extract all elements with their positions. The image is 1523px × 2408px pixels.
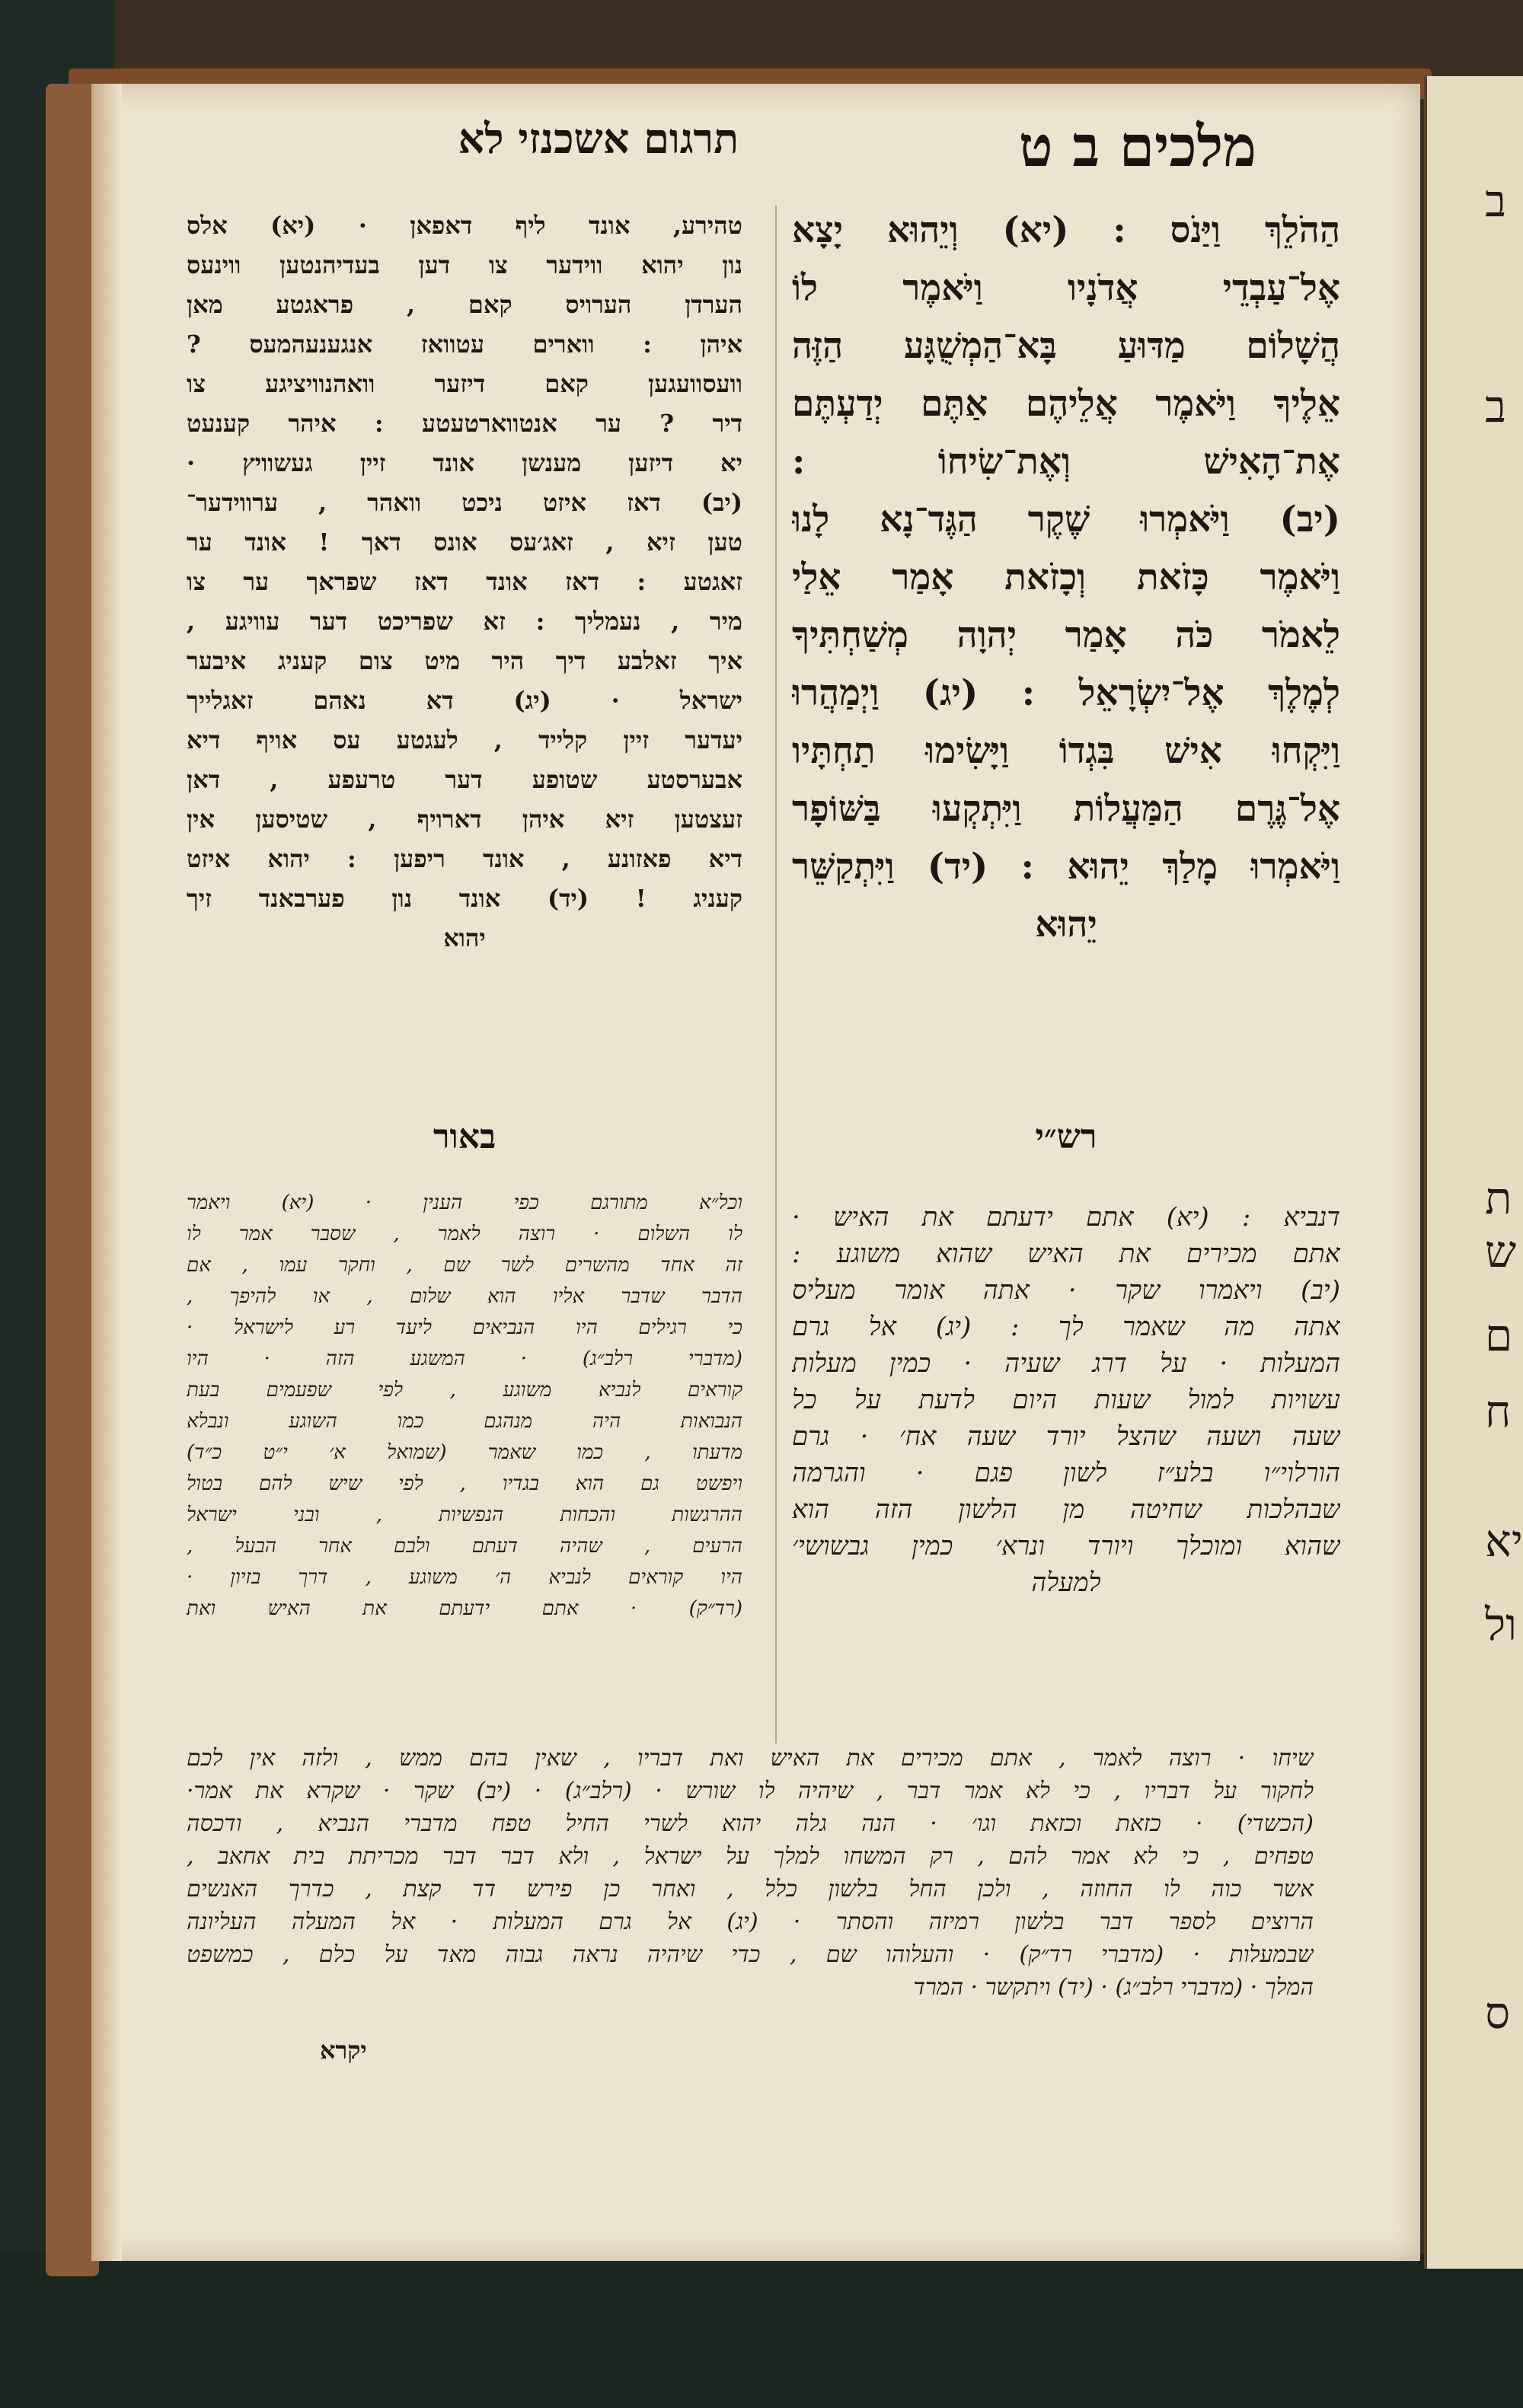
translation-line: זעצטען זיא איהן דארויף , שטיסען אין [187,805,742,834]
translation-line: (יב) דאז איזט ניכט וואהר , ערווידער־ [187,488,742,517]
rashi-line: המעלות · על דרג שעיה · כמין מעלות [792,1348,1340,1379]
bottom-line: (הכשדי) · כזאת וכזאת וגו׳ · הנה גלה יהוא לשרי החיל טפח מדברי הנביא , ודכסה [187,1810,1314,1837]
bottom-line: שיחו · רוצה לאמר , אתם מכירים את האיש ואת דבריו , שאין בהם ממש , ולזה אין לכם [187,1745,1314,1772]
bible-line: לֵאמֹר כֹּה אָמַר יְהוָה מְשַׁחְתִּיךָ [792,614,1340,656]
bible-line: וַיִּקְחוּ אִישׁ בִּגְדוֹ וַיָּשִׂימוּ תַחְתָּיו [792,730,1340,772]
biur-line: כי רגילים היו הנביאים ליעד רע לישראל · [187,1316,742,1339]
biur-line: ההרגשות והכחות הנפשיות , ובני ישראל [187,1504,742,1526]
bible-text-column [792,202,1340,954]
translation-line: זאגטע : דאז אונד דאז שפראך ער צו [187,567,742,596]
translation-line: וועסוועגען קאם דיזער וואהנוויציגע צו [187,369,742,398]
bottom-line: טפחים , כי לא אמר להם , רק המשחו למלך על ישראל , ולא דבר דבר מכריתת בית אחאב , [187,1843,1314,1870]
translation-line: הערדן הערויס קאם , פראגטע מאן [187,290,742,319]
rashi-line: אתם מכירים את האיש שהוא משוגע : [792,1239,1340,1269]
biur-line: היו קוראים לנביא ה׳ משוגע , דרך בזיון · [187,1566,742,1589]
rashi-line: עשויות למול שעות היום לדעת על כל [792,1385,1340,1415]
translation-line: טהירע, אונד ליף דאפאן · (יא) אלס [187,211,742,240]
translation-line: דיר ? ער אנטווארטעטע : איהר קענעט [187,409,742,438]
adjacent-page-fragment: ש [1485,1226,1517,1277]
bottom-line: אשר כוה לו החוזה , ולכן החל בלשון כלל , ואחר כן פירש דד קצת , כדרך האנשים [187,1876,1314,1902]
bible-line: אֵלֶיךָ וַיֹּאמֶר אֲלֵיהֶם אַתֶּם יְדַעְתֶּם [792,383,1340,425]
biur-line: ויפשט גם הוא בגדיו , לפי שיש להם בטול [187,1472,742,1495]
biur-line: הדבר שדבר אליו הוא שלום , או להיפך , [187,1285,742,1308]
rashi-line: אתה מה שאמר לך : (יג) אל גרם [792,1312,1340,1342]
adjacent-page [1424,76,1523,2269]
translation-catchword: יהוא [443,923,486,952]
translation-line: קעניג ! (יד) אונד נון פערבאנד זיך [187,884,742,913]
translation-line: מיר , נעמליך : זא שפריכט דער עוויגע , [187,607,742,636]
translation-line: איהן : ווארים עטוואז אנגענעהמעס ? [187,330,742,359]
adjacent-page-fragment: ב [1485,381,1506,432]
running-header-book: מלכים ב ט [1018,114,1256,180]
bible-line: לְמֶלֶךְ אֶל־יִשְׂרָאֵל : (יג) וַיְמַהֲרוּ [792,672,1340,714]
translation-line: ישראל · (יג) דא נאהם זאגלייך [187,686,742,715]
bible-line: אֶל־גֶּרֶם הַמַּעֲלוֹת וַיִּתְקְעוּ בַּשּׁוֹפָר [792,788,1340,830]
adjacent-page-fragment: ת [1485,1172,1512,1224]
adjacent-page-fragment: יא [1485,1515,1523,1567]
translation-line: יא דיזען מענשן אונד זיין געשוויץ · [187,448,742,477]
rashi-line: (יב) ויאמרו שקר · אתה אומר מעליס [792,1275,1340,1306]
biur-line: וכל״א מתורגם כפי הענין · (יא) ויאמר [187,1191,742,1214]
biur-line: קוראים לנביא משוגע , לפי שפעמים בעת [187,1379,742,1402]
rashi-line: שבהלכות שחיטה מן הלשון הזה הוא [792,1494,1340,1525]
adjacent-page-fragment: ס [1485,1987,1510,2039]
rashi-line: שהוא ומוכלך ויורד ונרא׳ כמין גבשושי׳ [792,1531,1340,1561]
rashi-line: שעה ושעה שהצל יורד שעה אח׳ · גרם [792,1421,1340,1452]
bottom-line: שבמעלות · (מדברי רד״ק) · והעלוהו שם , כדי שיהיה נראה גבוה מאד על כלם , כמשפט [187,1941,1314,1968]
translation-line: דיא פאזונע , אונד ריפען : יהוא איזט [187,844,742,873]
page-gutter [91,84,122,2261]
translation-line: אבערסטע שטופע דער טרעפע , דאן [187,765,742,794]
biur-line: לו השלום · רוצה לאמר , שסבר אמר לו [187,1223,742,1245]
translation-line: איך זאלבע דיך היר מיט צום קעניג איבער [187,646,742,675]
bottom-line: הרוצים לספר דבר בלשון רמיזה והסתר · (יג) אל גרם המעלות · אל המעלה העליונה [187,1909,1314,1935]
rashi-line: למעלה [1031,1568,1101,1598]
bible-line: (יב) וַיֹּאמְרוּ שֶׁקֶר הַגֶּד־נָא לָנוּ [792,499,1340,541]
rashi-commentary [792,1199,1340,1601]
biur-heading: באור [433,1118,496,1156]
translation-text-column [187,206,742,958]
bottom-line: המלך · (מדברי רלב״ג) · (יד) ויתקשר · המרד [913,1974,1314,2001]
bible-line: אֶת־הָאִישׁ וְאֶת־שִׂיחוֹ : [792,441,1340,483]
column-divider [775,206,777,1743]
biur-line: זה אחד מהשרים לשר שם , וחקר עמו , אם [187,1254,742,1277]
bible-line: הַהֹלֵךְ וַיַּנֹס : (יא) וְיֵהוּא יָצָא [792,209,1340,251]
bible-line: אֶל־עַבְדֵי אֲדֹנָיו וַיֹּאמֶר לוֹ [792,267,1340,309]
bible-catchword: יֵהוּא [1035,904,1097,946]
page-catchword: יקרא [320,2036,367,2065]
background-bottom [0,2253,1523,2408]
running-header-translation: תרגום אשכנזי לא [458,114,739,163]
bible-line: הֲשָׁלוֹם מַדּוּעַ בָּא־הַמְשֻׁגָּע הַזֶּה [792,325,1340,367]
biur-line: (מדברי רלב״ג) · המשגע הזה · היו [187,1348,742,1370]
rashi-heading: רש״י [1035,1118,1097,1156]
bottom-line: לחקור על דבריו , כי לא אמר דבר , שיהיה לו שורש · (רלב״ג) · (יב) שקר · שקרא את אמר· [187,1778,1314,1804]
bible-line: וַיֹּאמֶר כָּזֹאת וְכָזֹאת אָמַר אֵלַי [792,557,1340,598]
biur-line: (רד״ק) · אתם ידעתם את האיש ואת [187,1597,742,1620]
translation-line: טען זיא , זאג׳עס אונס דאך ! אונד ער [187,528,742,557]
adjacent-page-fragment: ב [1485,175,1506,227]
rashi-line: הורלוי״ו בלע״ז לשון פגם · והגרמה [792,1458,1340,1488]
translation-line: יעדער זיין קלייד , לעגטע עס אויף דיא [187,726,742,754]
adjacent-page-fragment: ח [1485,1386,1512,1437]
bottom-commentary [187,1742,1314,2004]
biur-commentary [187,1188,742,1625]
translation-line: נון יהוא ווידער צו דען בעדיהנטען ווינעס [187,250,742,279]
rashi-line: דנביא : (יא) אתם ידעתם את האיש · [792,1202,1340,1233]
adjacent-page-fragment: ול [1485,1599,1517,1651]
bible-line: וַיֹּאמְרוּ מָלַךְ יֵהוּא : (יד) וַיִּתְקַשֵּׁר [792,846,1340,888]
biur-line: הנבואות היה מנהגם כמו השוגע ונבלא [187,1410,742,1433]
adjacent-page-fragment: ם [1485,1309,1513,1361]
biur-line: מדעתו , כמו שאמר (שמואל א׳ י״ט כ״ד) [187,1441,742,1464]
biur-line: הרעים , שהיה דעתם ולבם אחר הבעל , [187,1535,742,1558]
